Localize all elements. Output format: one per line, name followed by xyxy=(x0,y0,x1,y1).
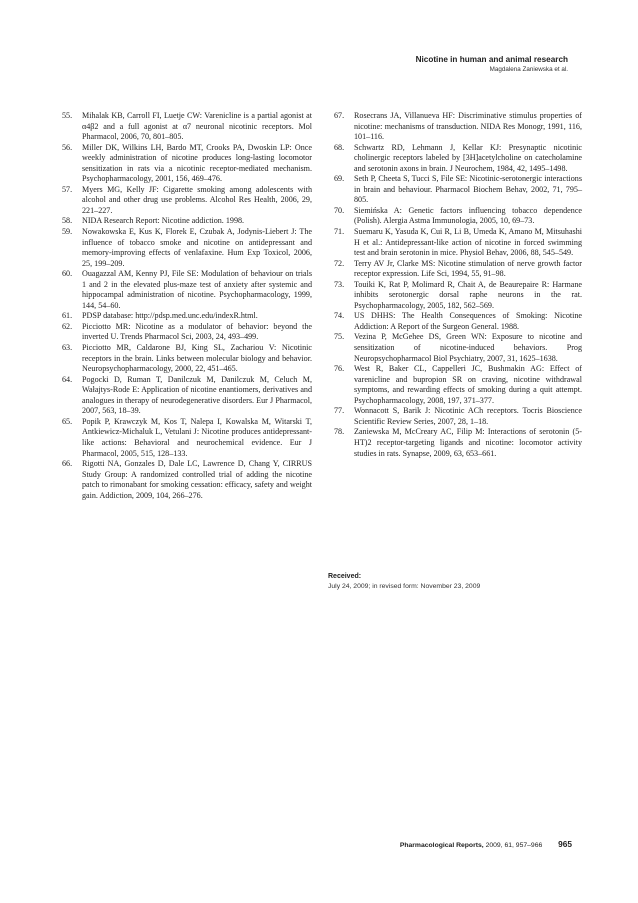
reference-item xyxy=(334,332,582,364)
references-right-column xyxy=(334,111,582,459)
reference-item xyxy=(62,417,312,459)
reference-text: Pogocki D, Ruman T, Danilczuk M, Danilczuk M, Celuch M, Wałajtys-Rode E: Application of nicotine enantiomers, derivatives and analogues in therapy of neurodegenerative disorders. Eur J Pharmacol, 2007, 563, 18–39. xyxy=(82,374,312,416)
reference-text: Myers MG, Kelly JF: Cigarette smoking among adolescents with alcohol and other drug use problems. Alcohol Res Health, 2006, 29, 221–227. xyxy=(82,184,312,215)
reference-number: 65. xyxy=(62,416,73,426)
reference-number: 74. xyxy=(334,311,345,321)
journal-name: Pharmacological Reports, xyxy=(399,842,484,849)
journal-citation: 2009, 61, 957–966 xyxy=(485,842,543,849)
reference-text: Wonnacott S, Barik J: Nicotinic ACh receptors. Tocris Bioscience Scientific Review Series, 2007, 28, 1–18. xyxy=(354,406,582,426)
reference-text: Siemińska A: Genetic factors influencing tobacco dependence (Polish). Alergia Astma Immunologia, 2005, 10, 69–73. xyxy=(354,205,582,226)
running-authors: Magdalena Zaniewska et al. xyxy=(489,66,568,73)
reference-number: 55. xyxy=(62,111,73,120)
reference-item xyxy=(334,427,582,459)
reference-text: Miller DK, Wilkins LH, Bardo MT, Crooks PA, Dwoskin LP: Once weekly administration of nicotine produces long-lasting locomotor sensitization in rats via a nicotinic receptor-mediated mechanism. Psychopharmacology, 2001, 156, 469–476. xyxy=(82,142,312,184)
reference-text: Picciotto MR: Nicotine as a modulator of behavior: beyond the inverted U. Trends Pharmacol Sci, 2003, 24, 493–499. xyxy=(82,321,312,342)
reference-number: 69. xyxy=(334,174,345,184)
reference-number: 60. xyxy=(62,269,73,279)
reference-text: Rigotti NA, Gonzales D, Dale LC, Lawrence D, Chang Y, CIRRUS Study Group: A randomized controlled trial of adding the nicotine patch to rimonabant for smoking cessation: efficacy, safety and weight gain. Addiction, 2009, 104, 266–276. xyxy=(82,459,312,500)
reference-number: 73. xyxy=(334,279,345,289)
received-dates: July 24, 2009; in revised form: November 23, 2009 xyxy=(328,583,481,590)
reference-number: 62. xyxy=(62,321,73,331)
references-left-column xyxy=(62,111,312,501)
reference-number: 72. xyxy=(334,258,345,268)
reference-text: Seth P, Cheeta S, Tucci S, File SE: Nicotinic-serotonergic interactions in brain and behaviour. Pharmacol Biochem Behav, 2002, 71, 795–805. xyxy=(354,174,582,205)
reference-number: 66. xyxy=(62,459,73,469)
reference-item xyxy=(62,111,312,143)
reference-text: NIDA Research Report: Nicotine addiction. 1998. xyxy=(82,216,245,226)
reference-item xyxy=(62,343,312,375)
reference-item xyxy=(62,185,312,217)
reference-item xyxy=(334,280,582,312)
reference-number: 57. xyxy=(62,184,73,194)
reference-item xyxy=(334,206,582,227)
running-header xyxy=(416,55,568,73)
reference-text: Nowakowska E, Kus K, Florek E, Czubak A, Jodynis-Liebert J: The influence of tobacco smoke and nicotine on antidepressant and memory-improving effects of venlafaxine. Hum Exp Toxicol, 2006, 25, 199–209. xyxy=(82,227,312,268)
reference-text: Ouagazzal AM, Kenny PJ, File SE: Modulation of behaviour on trials 1 and 2 in the elevated plus-maze test of anxiety after systemic and hippocampal administration of nicotine. Psychopharmacology, 1999, 144, 54–60. xyxy=(82,269,312,310)
page-number: 965 xyxy=(558,839,572,849)
reference-text: Terry AV Jr, Clarke MS: Nicotine stimulation of nerve growth factor receptor expression. Life Sci, 1994, 55, 91–98. xyxy=(354,258,582,279)
reference-text: PDSP database: http://pdsp.med.unc.edu/indexR.html. xyxy=(82,311,258,321)
reference-item xyxy=(334,364,582,406)
reference-text: Picciotto MR, Caldarone BJ, King SL, Zachariou V: Nicotinic receptors in the brain. Links between molecular biology and behavior. Neuropsychopharmacology, 2000, 22, 451–465. xyxy=(82,343,312,374)
reference-number: 70. xyxy=(334,205,345,215)
reference-number: 56. xyxy=(62,142,73,152)
reference-item xyxy=(334,406,582,427)
reference-number: 78. xyxy=(334,427,345,437)
reference-item xyxy=(334,111,582,143)
reference-number: 71. xyxy=(334,227,345,237)
reference-number: 63. xyxy=(62,343,73,353)
reference-item xyxy=(334,259,582,280)
reference-item xyxy=(334,174,582,206)
reference-text: Mihalak KB, Carroll FI, Luetje CW: Varenicline is a partial agonist at α4β2 and a full agonist at α7 neuronal nicotinic receptors. Mol Pharmacol, 2006, 70, 801–805. xyxy=(82,111,312,142)
reference-item xyxy=(62,143,312,185)
reference-number: 67. xyxy=(334,111,345,120)
reference-text: West R, Baker CL, Cappelleri JC, Bushmakin AG: Effect of varenicline and bupropion SR on craving, nicotine withdrawal symptoms, and rewarding effects of smoking during a quit attempt. Psychopharmacology, 2008, 197, 371–377. xyxy=(354,364,582,405)
reference-item xyxy=(62,216,312,227)
page-footer xyxy=(400,839,572,849)
reference-text: Touiki K, Rat P, Molimard R, Chait A, de Beaurepaire R: Harmane inhibits serotonergic dorsal raphe neurons in the rat. Psychopharmacology, 2005, 182, 562–569. xyxy=(354,279,582,310)
reference-text: US DHHS: The Health Consequences of Smoking: Nicotine Addiction: A Report of the Surgeon General. 1988. xyxy=(354,311,582,331)
reference-text: Vezina P, McGehee DS, Green WN: Exposure to nicotine and sensitization of nicotine-induced behaviors. Prog Neuropsychopharmacol Biol Psychiatry, 2007, 31, 1625–1638. xyxy=(354,332,582,363)
reference-number: 64. xyxy=(62,374,73,384)
reference-number: 76. xyxy=(334,364,345,374)
reference-text: Schwartz RD, Lehmann J, Kellar KJ: Presynaptic nicotinic cholinergic receptors labeled by [3H]acetylcholine on catecholamine and serotonin axons in brain. J Neurochem, 1984, 42, 1495–1498. xyxy=(354,142,582,173)
reference-item xyxy=(334,227,582,259)
reference-item xyxy=(62,322,312,343)
reference-item xyxy=(334,311,582,332)
reference-item xyxy=(62,375,312,417)
reference-item xyxy=(334,143,582,175)
running-title: Nicotine in human and animal research xyxy=(415,55,568,64)
reference-number: 58. xyxy=(62,216,73,226)
reference-text: Zaniewska M, McCreary AC, Filip M: Interactions of serotonin (5-HT)2 receptor-targeting ligands and nicotine: locomotor activity studies in rats. Synapse, 2009, 63, 653–661. xyxy=(354,427,582,458)
reference-item xyxy=(62,459,312,501)
reference-number: 75. xyxy=(334,332,345,342)
reference-text: Suemaru K, Yasuda K, Cui R, Li B, Umeda K, Amano M, Mitsuhashi H et al.: Antidepressant-like action of nicotine in forced swimming test and brain serotonin in mice. Physiol Behav, 2006, 88, 545–549. xyxy=(354,227,582,258)
reference-text: Popik P, Krawczyk M, Kos T, Nalepa I, Kowalska M, Witarski T, Antkiewicz-Michaluk L, Vetulani J: Nicotine produces antidepressant-like actions: Behavioral and neurochemical evidence. Eur J Pharmacol, 2005, 515, 128–133. xyxy=(82,416,312,458)
reference-number: 61. xyxy=(62,311,73,321)
reference-number: 77. xyxy=(334,406,345,416)
reference-item xyxy=(62,227,312,269)
received-label: Received: xyxy=(328,573,362,580)
reference-item xyxy=(62,311,312,322)
reference-number: 68. xyxy=(334,142,345,152)
reference-number: 59. xyxy=(62,227,73,237)
reference-text: Rosecrans JA, Villanueva HF: Discriminative stimulus properties of nicotine: mechanisms of transduction. NIDA Res Monogr, 1991, 116, 101–116. xyxy=(354,111,582,142)
reference-item xyxy=(62,269,312,311)
received-block xyxy=(328,573,480,590)
